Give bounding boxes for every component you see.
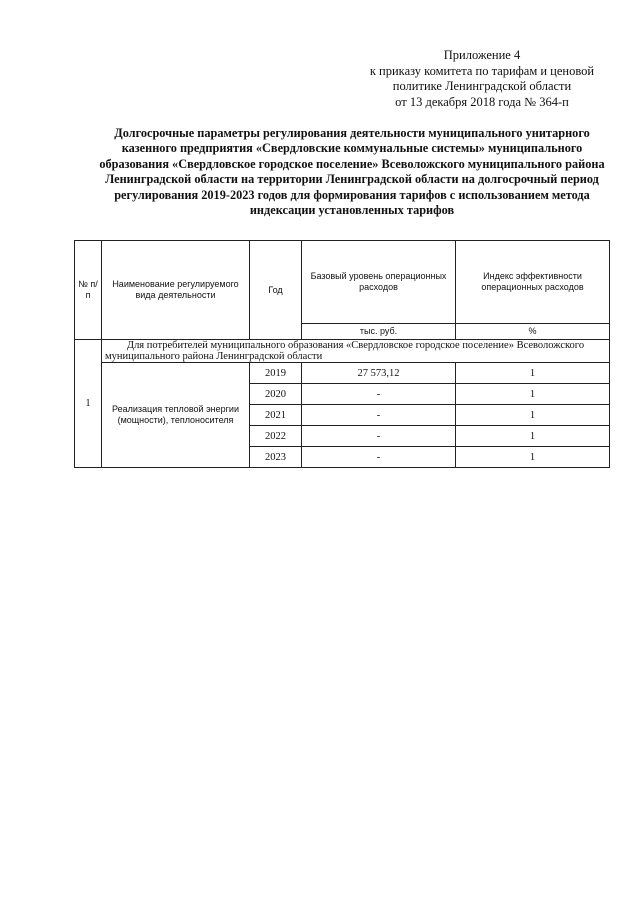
base-level-cell: - [302, 405, 456, 426]
title-line: Ленинградской области на территории Ленинградской области на долгосрочный период [105, 172, 599, 187]
title-line: индексации установленных тарифов [249, 203, 455, 218]
appendix-reference [352, 48, 612, 110]
unit-efficiency-index: % [456, 324, 610, 340]
title-line: казенного предприятия «Свердловские коммунальные системы» муниципального [121, 141, 583, 156]
document-title [74, 126, 630, 218]
efficiency-index-cell: 1 [456, 384, 610, 405]
header-base-level: Базовый уровень операционных расходов [302, 241, 456, 324]
parameters-table [74, 240, 610, 468]
header-activity: Наименование регулируемого вида деятельности [102, 241, 250, 340]
year-cell: 2023 [250, 447, 302, 468]
efficiency-index-cell: 1 [456, 426, 610, 447]
title-line: образования «Свердловское городское поселение» Всеволожского муниципального района [99, 156, 605, 171]
table-header-row [75, 241, 610, 324]
base-level-cell: 27 573,12 [302, 363, 456, 384]
year-cell: 2020 [250, 384, 302, 405]
year-cell: 2019 [250, 363, 302, 384]
year-cell: 2022 [250, 426, 302, 447]
table-group-row [75, 340, 610, 363]
activity-name: Реализация тепловой энергии (мощности), теплоносителя [102, 363, 250, 468]
row-number: 1 [75, 340, 102, 468]
year-cell: 2021 [250, 405, 302, 426]
appendix-number: Приложение 4 [443, 48, 521, 62]
consumer-group-label: Для потребителей муниципального образования «Свердловское городское поселение» Всеволожского муниципального района Ленинградской области [102, 340, 610, 363]
header-year: Год [250, 241, 302, 340]
table-row [75, 363, 610, 384]
unit-base-level: тыс. руб. [302, 324, 456, 340]
base-level-cell: - [302, 447, 456, 468]
title-line: Долгосрочные параметры регулирования деятельности муниципального унитарного [114, 126, 590, 140]
title-line: регулирования 2019-2023 годов для формирования тарифов с использованием метода [114, 187, 590, 202]
efficiency-index-cell: 1 [456, 447, 610, 468]
base-level-cell: - [302, 426, 456, 447]
header-efficiency-index: Индекс эффективности операционных расходов [456, 241, 610, 324]
base-level-cell: - [302, 384, 456, 405]
efficiency-index-cell: 1 [456, 405, 610, 426]
header-num: № п/п [75, 241, 102, 340]
appendix-order-line: политике Ленинградской области [392, 79, 572, 93]
appendix-order-line: к приказу комитета по тарифам и ценовой [369, 63, 595, 78]
appendix-order-date: от 13 декабря 2018 года № 364-п [395, 94, 569, 109]
efficiency-index-cell: 1 [456, 363, 610, 384]
